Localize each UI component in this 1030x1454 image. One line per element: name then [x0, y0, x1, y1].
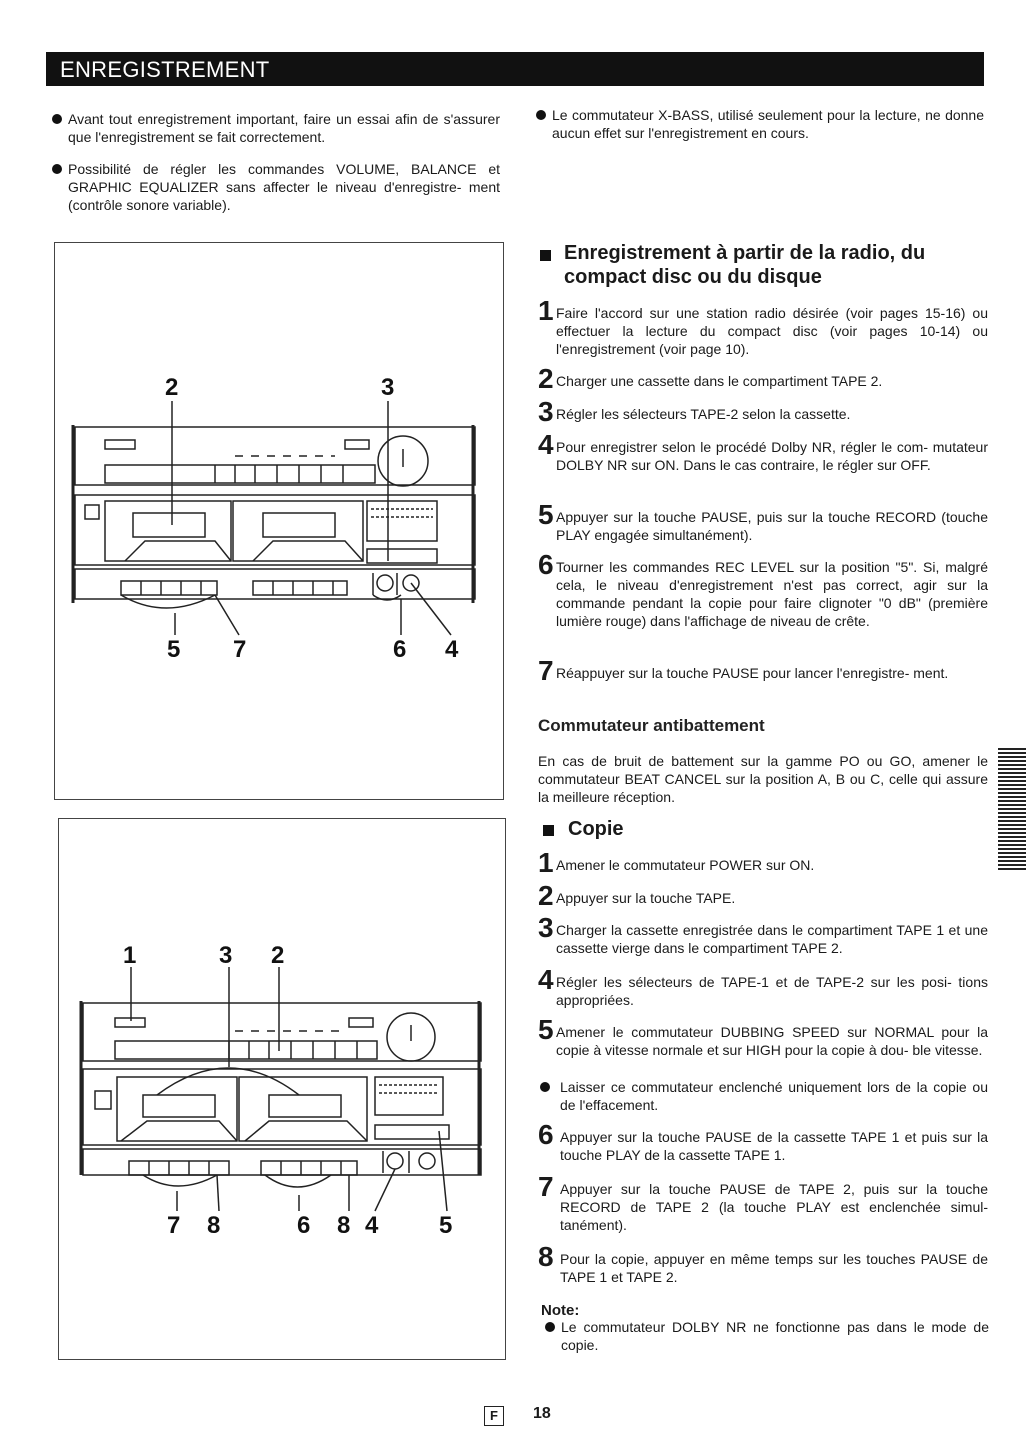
- callout-label: 4: [445, 636, 459, 663]
- step-text: Appuyer sur la touche PAUSE, puis sur la touche RECORD (touche PLAY engagée simultanément).: [556, 509, 988, 543]
- bullet-dot: [536, 110, 546, 120]
- copie-step: [538, 1241, 988, 1286]
- callout-label: 3: [381, 374, 395, 401]
- note-text: Le commutateur DOLBY NR ne fonctionne pas dans le mode de copie.: [561, 1319, 989, 1353]
- callout-label: 2: [271, 942, 285, 969]
- copie-step: [538, 1171, 988, 1234]
- step-number: 3: [538, 396, 554, 427]
- step-number: 3: [538, 912, 554, 943]
- intro-bullet: [52, 160, 500, 214]
- step-number: 6: [538, 1119, 554, 1150]
- step-number: 5: [538, 1014, 554, 1045]
- stereo-diagram-2: [59, 819, 505, 1359]
- step-number: 5: [538, 499, 554, 530]
- copie-step: [538, 1119, 988, 1164]
- page-number: 18: [533, 1405, 551, 1422]
- figure-recording-diagram: [54, 242, 504, 800]
- copie-step: [538, 912, 988, 957]
- bullet-dot: [540, 1082, 550, 1092]
- step-text: Pour enregistrer selon le procédé Dolby NR, régler le com- mutateur DOLBY NR sur ON. Dans le cas contraire, le régler sur OFF.: [556, 439, 988, 473]
- bullet-dot: [52, 164, 62, 174]
- intro-bullet-text: Avant tout enregistrement important, faire un essai afin de s'assurer que l'enregistrement se fait correctement.: [68, 111, 500, 145]
- step-text: Régler les sélecteurs de TAPE-1 et de TAPE-2 sur les posi- tions appropriées.: [556, 974, 988, 1008]
- section-beat-text: En cas de bruit de battement sur la gamme PO ou GO, amener le commutateur BEAT CANCEL sur la position A, B ou C, celle qui assure la meilleure réception.: [538, 753, 988, 805]
- radio-step: [538, 363, 988, 394]
- step-number: 1: [538, 295, 554, 326]
- section-title: ENREGISTREMENT: [60, 57, 270, 82]
- stereo-diagram-1: [55, 243, 503, 799]
- radio-step: [538, 295, 988, 358]
- callout-label: 5: [439, 1212, 453, 1239]
- step-text: Amener le commutateur POWER sur ON.: [556, 857, 815, 873]
- copie-step: [538, 880, 988, 911]
- bullet-dot: [545, 1322, 555, 1332]
- callout-label: 6: [393, 636, 407, 663]
- step-text: Réappuyer sur la touche PAUSE pour lancer l'enregistre- ment.: [556, 665, 949, 681]
- radio-step: [538, 499, 988, 544]
- copie-step: [538, 1014, 988, 1059]
- bullet-dot: [52, 114, 62, 124]
- step-text: Régler les sélecteurs TAPE-2 selon la cassette.: [556, 406, 851, 422]
- intro-bullet: [52, 110, 500, 146]
- intro-bullet: [536, 106, 984, 142]
- step-text: Amener le commutateur DUBBING SPEED sur NORMAL pour la copie à vitesse normale et sur HIGH pour la copie à dou- ble vitesse.: [556, 1024, 988, 1058]
- thumb-index-tab: [998, 748, 1026, 870]
- step-number: 8: [538, 1241, 554, 1272]
- intro-bullet-text: Le commutateur X-BASS, utilisé seulement pour la lecture, ne donne aucun effet sur l'enregistrement en cours.: [552, 107, 984, 141]
- radio-step: [538, 655, 988, 686]
- callout-label: 8: [337, 1212, 351, 1239]
- radio-step: [538, 396, 988, 427]
- step-number: 7: [538, 655, 554, 686]
- tuner-amp-panel: [83, 1003, 481, 1061]
- callout-label: 4: [365, 1212, 379, 1239]
- copie-bullet: [540, 1078, 988, 1114]
- copie-step: [538, 847, 988, 878]
- step-text: Appuyer sur la touche PAUSE de TAPE 2, puis sur la touche RECORD de TAPE 2 (la touche PLAY est enclenchée simul- tanément).: [560, 1181, 988, 1233]
- figure-copy-diagram: [58, 818, 506, 1360]
- callout-label: 5: [167, 636, 181, 663]
- step-number: 1: [538, 847, 554, 878]
- section-beat-title: Commutateur antibattement: [538, 716, 765, 735]
- heading-square-icon: [543, 825, 554, 836]
- step-number: 2: [538, 880, 554, 911]
- step-text: Charger une cassette dans le compartiment TAPE 2.: [556, 373, 883, 389]
- section-copie-title: Copie: [568, 818, 624, 840]
- step-number: 4: [538, 429, 554, 460]
- section-header: [46, 52, 984, 86]
- callout-label: 1: [123, 942, 137, 969]
- intro-bullet-text: Possibilité de régler les commandes VOLUME, BALANCE et GRAPHIC EQUALIZER sans affecter le niveau d'enregistre- ment (contrôle sonore variable).: [68, 161, 500, 213]
- note-label: Note:: [541, 1302, 580, 1319]
- callout-label: 6: [297, 1212, 311, 1239]
- callout-label: 8: [207, 1212, 221, 1239]
- cassette-deck: [75, 495, 475, 565]
- callout-label: 3: [219, 942, 233, 969]
- note-bullet: [545, 1318, 989, 1354]
- step-text: Appuyer sur la touche TAPE.: [556, 890, 736, 906]
- copie-bullet-text: Laisser ce commutateur enclenché uniquement lors de la copie ou de l'effacement.: [560, 1079, 988, 1113]
- step-number: 2: [538, 363, 554, 394]
- control-row: [83, 1149, 481, 1175]
- step-number: 4: [538, 964, 554, 995]
- step-text: Pour la copie, appuyer en même temps sur les touches PAUSE de TAPE 1 et TAPE 2.: [560, 1251, 988, 1285]
- callout-label: 7: [167, 1212, 181, 1239]
- callout-label: 2: [165, 374, 179, 401]
- callout-label: 7: [233, 636, 247, 663]
- step-text: Faire l'accord sur une station radio désirée (voir pages 15-16) ou effectuer la lecture du compact disc (voir pages 10-14) ou l'enregistrement (voir page 10).: [556, 305, 988, 357]
- section-radio-title: Enregistrement à partir de la radio, du compact disc ou du disque: [564, 242, 926, 288]
- heading-square-icon: [540, 250, 551, 261]
- step-text: Charger la cassette enregistrée dans le compartiment TAPE 1 et une cassette vierge dans le compartiment TAPE 2.: [556, 922, 988, 956]
- language-badge: F: [484, 1406, 504, 1426]
- step-number: 7: [538, 1171, 554, 1202]
- radio-step: [538, 549, 988, 630]
- step-text: Tourner les commandes REC LEVEL sur la position "5". Si, malgré cela, le niveau d'enregistrement n'est pas correct, agir sur la commande pendant la copie pour faire clignoter "0 dB" (première lumière rouge) dans l'affichage de niveau de crête.: [556, 559, 988, 629]
- step-number: 6: [538, 549, 554, 580]
- radio-step: [538, 429, 988, 474]
- copie-step: [538, 964, 988, 1009]
- step-text: Appuyer sur la touche PAUSE de la cassette TAPE 1 et puis sur la touche PLAY de la cassette TAPE 1.: [560, 1129, 988, 1163]
